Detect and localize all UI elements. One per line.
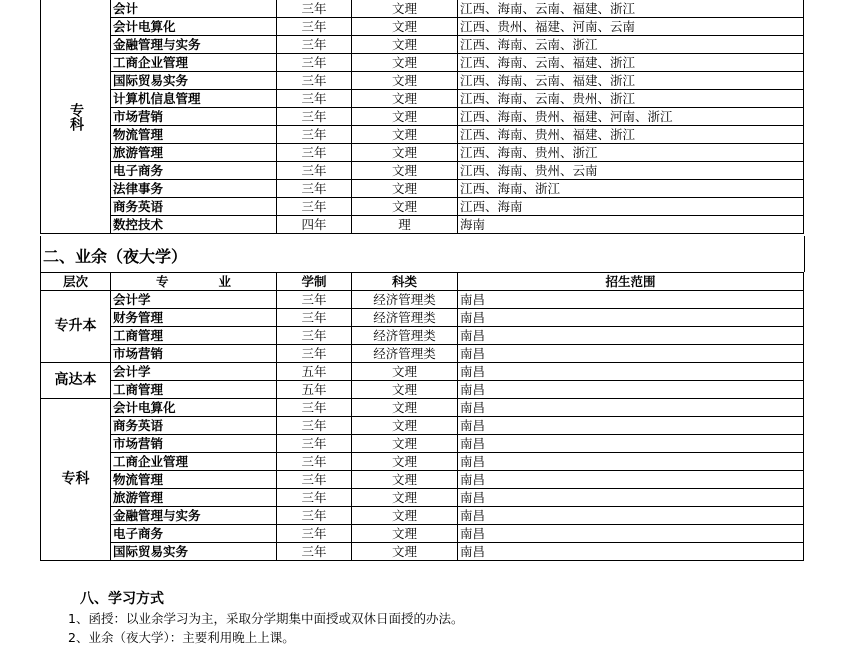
table-row: [41, 525, 804, 543]
subject-cell: 文理: [352, 399, 458, 417]
subject-cell: 文理: [352, 471, 458, 489]
range-cell: 江西、海南、云南、福建、浙江: [458, 72, 804, 90]
years-cell: 三年: [277, 327, 352, 345]
years-cell: 三年: [277, 471, 352, 489]
major-cell: 市场营销: [111, 345, 277, 363]
table-row: [41, 489, 804, 507]
years-cell: 三年: [277, 54, 352, 72]
years-cell: 三年: [277, 435, 352, 453]
subject-cell: 文理: [352, 144, 458, 162]
subject-cell: 文理: [352, 162, 458, 180]
range-cell: 南昌: [458, 453, 804, 471]
table-row: [41, 291, 804, 309]
header-years: 学制: [277, 273, 352, 291]
range-cell: 南昌: [458, 327, 804, 345]
years-cell: 五年: [277, 363, 352, 381]
years-cell: 三年: [277, 543, 352, 561]
table-row: [41, 435, 804, 453]
subject-cell: 文理: [352, 543, 458, 561]
major-cell: 财务管理: [111, 309, 277, 327]
subject-cell: 文理: [352, 435, 458, 453]
years-cell: 三年: [277, 399, 352, 417]
table-row: [41, 417, 804, 435]
years-cell: 三年: [277, 453, 352, 471]
subject-cell: 经济管理类: [352, 291, 458, 309]
major-cell: 会计电算化: [111, 399, 277, 417]
years-cell: 三年: [277, 162, 352, 180]
major-cell: 市场营销: [111, 435, 277, 453]
years-cell: 三年: [277, 489, 352, 507]
major-cell: 物流管理: [111, 126, 277, 144]
years-cell: 三年: [277, 90, 352, 108]
range-cell: 江西、海南、贵州、福建、浙江: [458, 126, 804, 144]
major-cell: 会计电算化: [111, 18, 277, 36]
range-cell: 江西、海南、云南、浙江: [458, 36, 804, 54]
subject-cell: 文理: [352, 180, 458, 198]
study-method-2: 2、业余（夜大学）：主要利用晚上上课。: [68, 630, 295, 645]
years-cell: 三年: [277, 345, 352, 363]
range-cell: 南昌: [458, 363, 804, 381]
major-cell: 电子商务: [111, 162, 277, 180]
years-cell: 三年: [277, 126, 352, 144]
major-cell: 工商管理: [111, 327, 277, 345]
years-cell: 三年: [277, 0, 352, 18]
subject-cell: 文理: [352, 381, 458, 399]
table-row: [41, 453, 804, 471]
subject-cell: 文理: [352, 198, 458, 216]
table-row: [41, 36, 804, 54]
subject-cell: 文理: [352, 453, 458, 471]
study-method-1: 1、函授：以业余学习为主，采取分学期集中面授或双休日面授的办法。: [68, 611, 464, 626]
years-cell: 三年: [277, 72, 352, 90]
major-cell: 物流管理: [111, 471, 277, 489]
years-cell: 三年: [277, 309, 352, 327]
header-major: 专 业: [111, 273, 277, 291]
subject-cell: 经济管理类: [352, 345, 458, 363]
range-cell: 江西、海南、云南、福建、浙江: [458, 54, 804, 72]
subject-cell: 经济管理类: [352, 327, 458, 345]
range-cell: 南昌: [458, 507, 804, 525]
subject-cell: 经济管理类: [352, 309, 458, 327]
group-label: 专科: [41, 399, 111, 561]
table-row: [41, 216, 804, 234]
section-heading: [40, 236, 805, 272]
major-cell: 工商企业管理: [111, 453, 277, 471]
header-subject: 科类: [352, 273, 458, 291]
table-row: [41, 162, 804, 180]
table-row: [41, 18, 804, 36]
range-cell: 江西、海南、云南、贵州、浙江: [458, 90, 804, 108]
major-cell: 数控技术: [111, 216, 277, 234]
years-cell: 四年: [277, 216, 352, 234]
range-cell: 南昌: [458, 291, 804, 309]
table-row: [41, 180, 804, 198]
range-cell: 南昌: [458, 543, 804, 561]
subject-cell: 文理: [352, 363, 458, 381]
years-cell: 三年: [277, 36, 352, 54]
subject-cell: 文理: [352, 36, 458, 54]
major-cell: 法律事务: [111, 180, 277, 198]
subject-cell: 文理: [352, 126, 458, 144]
subject-cell: 文理: [352, 0, 458, 18]
group-label: 专科: [41, 0, 111, 234]
subject-cell: 文理: [352, 18, 458, 36]
subject-cell: 文理: [352, 54, 458, 72]
table-row: [41, 345, 804, 363]
major-cell: 工商企业管理: [111, 54, 277, 72]
table-row: [41, 54, 804, 72]
years-cell: 三年: [277, 198, 352, 216]
major-cell: 商务英语: [111, 198, 277, 216]
table-row: [41, 126, 804, 144]
header-range: 招生范围: [458, 273, 804, 291]
years-cell: 三年: [277, 144, 352, 162]
range-cell: 南昌: [458, 435, 804, 453]
major-cell: 国际贸易实务: [111, 543, 277, 561]
subject-cell: 文理: [352, 72, 458, 90]
header-row: [41, 273, 804, 291]
major-cell: 国际贸易实务: [111, 72, 277, 90]
range-cell: 江西、海南、贵州、云南: [458, 162, 804, 180]
table-row: [41, 363, 804, 381]
range-cell: 南昌: [458, 417, 804, 435]
header-level: 层次: [41, 273, 111, 291]
group-label: 专升本: [41, 291, 111, 363]
years-cell: 三年: [277, 507, 352, 525]
range-cell: 南昌: [458, 309, 804, 327]
range-cell: 江西、海南、云南、福建、浙江: [458, 0, 804, 18]
major-cell: 金融管理与实务: [111, 36, 277, 54]
major-cell: 电子商务: [111, 525, 277, 543]
subject-cell: 文理: [352, 108, 458, 126]
range-cell: 江西、海南、浙江: [458, 180, 804, 198]
major-cell: 商务英语: [111, 417, 277, 435]
table-row: [41, 90, 804, 108]
range-cell: 南昌: [458, 525, 804, 543]
major-cell: 金融管理与实务: [111, 507, 277, 525]
table-row: [41, 399, 804, 417]
range-cell: 南昌: [458, 489, 804, 507]
years-cell: 三年: [277, 180, 352, 198]
section-title: 二、业余（夜大学）: [43, 247, 188, 266]
major-cell: 会计学: [111, 363, 277, 381]
years-cell: 三年: [277, 108, 352, 126]
table-row: [41, 0, 804, 18]
table-row: [41, 198, 804, 216]
group-label: 高达本: [41, 363, 111, 399]
years-cell: 三年: [277, 18, 352, 36]
table-row: [41, 72, 804, 90]
major-cell: 旅游管理: [111, 144, 277, 162]
major-cell: 旅游管理: [111, 489, 277, 507]
table-row: [41, 543, 804, 561]
subject-cell: 文理: [352, 525, 458, 543]
years-cell: 三年: [277, 525, 352, 543]
range-cell: 江西、贵州、福建、河南、云南: [458, 18, 804, 36]
range-cell: 江西、海南、贵州、浙江: [458, 144, 804, 162]
range-cell: 海南: [458, 216, 804, 234]
major-cell: 计算机信息管理: [111, 90, 277, 108]
correspondence-table: [40, 0, 804, 234]
table-row: [41, 471, 804, 489]
major-cell: 工商管理: [111, 381, 277, 399]
range-cell: 南昌: [458, 345, 804, 363]
section-8-title: 八、学习方式: [80, 591, 164, 607]
major-cell: 会计学: [111, 291, 277, 309]
subject-cell: 文理: [352, 417, 458, 435]
subject-cell: 文理: [352, 489, 458, 507]
major-cell: 会计: [111, 0, 277, 18]
table-row: [41, 309, 804, 327]
years-cell: 三年: [277, 291, 352, 309]
years-cell: 五年: [277, 381, 352, 399]
range-cell: 南昌: [458, 399, 804, 417]
years-cell: 三年: [277, 417, 352, 435]
table-row: [41, 327, 804, 345]
range-cell: 南昌: [458, 471, 804, 489]
subject-cell: 文理: [352, 507, 458, 525]
table-row: [41, 108, 804, 126]
evening-university-table: [40, 272, 804, 561]
subject-cell: 文理: [352, 90, 458, 108]
range-cell: 江西、海南: [458, 198, 804, 216]
table-row: [41, 507, 804, 525]
table-row: [41, 144, 804, 162]
range-cell: 江西、海南、贵州、福建、河南、浙江: [458, 108, 804, 126]
major-cell: 市场营销: [111, 108, 277, 126]
range-cell: 南昌: [458, 381, 804, 399]
table-row: [41, 381, 804, 399]
subject-cell: 理: [352, 216, 458, 234]
